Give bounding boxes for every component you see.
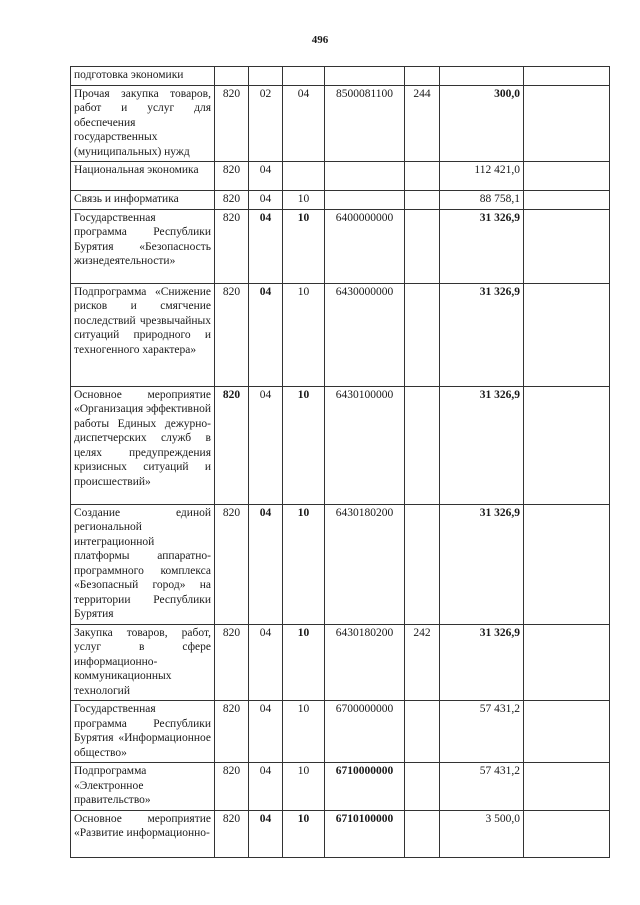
row-name: Создание единой региональной интеграционной платформы аппаратно-программного комплекса «Безопасный город» на территории Республики Бурятия bbox=[71, 504, 215, 624]
ministry-code: 820 bbox=[215, 283, 249, 386]
table-row bbox=[71, 85, 610, 162]
section-code: 04 bbox=[249, 763, 283, 811]
ministry-code: 820 bbox=[215, 162, 249, 191]
table-row bbox=[71, 701, 610, 763]
table-row bbox=[71, 283, 610, 386]
amount: 31 326,9 bbox=[440, 504, 524, 624]
subsection-code: 10 bbox=[283, 810, 325, 857]
expense-type-code bbox=[405, 209, 440, 283]
ministry-code: 820 bbox=[215, 209, 249, 283]
target-code: 6430000000 bbox=[325, 283, 405, 386]
budget-table bbox=[70, 66, 610, 858]
section-code: 04 bbox=[249, 162, 283, 191]
target-code: 6400000000 bbox=[325, 209, 405, 283]
amount: 31 326,9 bbox=[440, 386, 524, 504]
row-name: Прочая закупка товаров, работ и услуг для обеспечения государственных (муниципальных) нужд bbox=[71, 85, 215, 162]
expense-type-code bbox=[405, 283, 440, 386]
target-code: 6710100000 bbox=[325, 810, 405, 857]
expense-type-code: 242 bbox=[405, 624, 440, 701]
table-row bbox=[71, 763, 610, 811]
row-name: подготовка экономики bbox=[71, 67, 215, 86]
target-code: 6710000000 bbox=[325, 763, 405, 811]
empty-cell bbox=[524, 67, 610, 86]
ministry-code: 820 bbox=[215, 386, 249, 504]
row-name: Национальная экономика bbox=[71, 162, 215, 191]
section-code: 04 bbox=[249, 386, 283, 504]
section-code: 04 bbox=[249, 624, 283, 701]
section-code: 02 bbox=[249, 85, 283, 162]
page-number: 496 bbox=[311, 34, 329, 46]
target-code bbox=[325, 162, 405, 191]
empty-cell bbox=[524, 763, 610, 811]
table-row bbox=[71, 810, 610, 857]
empty-cell bbox=[524, 504, 610, 624]
table-row bbox=[71, 504, 610, 624]
expense-type-code bbox=[405, 810, 440, 857]
row-name: Связь и информатика bbox=[71, 191, 215, 210]
expense-type-code bbox=[405, 763, 440, 811]
table-row bbox=[71, 624, 610, 701]
ministry-code: 820 bbox=[215, 85, 249, 162]
empty-cell bbox=[524, 191, 610, 210]
section-code: 04 bbox=[249, 810, 283, 857]
empty-cell bbox=[524, 386, 610, 504]
amount: 31 326,9 bbox=[440, 624, 524, 701]
expense-type-code bbox=[405, 701, 440, 763]
row-name: Подпрограмма «Снижение рисков и смягчение последствий чрезвычайных ситуаций природного и техногенного характера» bbox=[71, 283, 215, 386]
ministry-code: 820 bbox=[215, 624, 249, 701]
subsection-code: 10 bbox=[283, 701, 325, 763]
expense-type-code bbox=[405, 162, 440, 191]
subsection-code: 10 bbox=[283, 283, 325, 386]
table-row bbox=[71, 386, 610, 504]
subsection-code: 10 bbox=[283, 191, 325, 210]
amount: 31 326,9 bbox=[440, 209, 524, 283]
empty-cell bbox=[524, 283, 610, 386]
empty-cell bbox=[524, 624, 610, 701]
section-code: 04 bbox=[249, 191, 283, 210]
subsection-code bbox=[283, 162, 325, 191]
ministry-code: 820 bbox=[215, 810, 249, 857]
target-code: 6700000000 bbox=[325, 701, 405, 763]
subsection-code: 10 bbox=[283, 504, 325, 624]
row-name: Государственная программа Республики Бурятия «Информационное общество» bbox=[71, 701, 215, 763]
section-code bbox=[249, 67, 283, 86]
table-row bbox=[71, 209, 610, 283]
target-code: 6430100000 bbox=[325, 386, 405, 504]
amount: 300,0 bbox=[440, 85, 524, 162]
expense-type-code bbox=[405, 191, 440, 210]
section-code: 04 bbox=[249, 701, 283, 763]
target-code: 8500081100 bbox=[325, 85, 405, 162]
ministry-code bbox=[215, 67, 249, 86]
empty-cell bbox=[524, 85, 610, 162]
amount: 112 421,0 bbox=[440, 162, 524, 191]
table-row bbox=[71, 67, 610, 86]
expense-type-code bbox=[405, 386, 440, 504]
row-name: Основное мероприятие «Организация эффективной работы Единых дежурно-диспетчерских служб в целях предупреждения кризисных ситуаций и происшествий» bbox=[71, 386, 215, 504]
row-name: Закупка товаров, работ, услуг в сфере информационно-коммуникационных технологий bbox=[71, 624, 215, 701]
target-code: 6430180200 bbox=[325, 504, 405, 624]
row-name: Подпрограмма «Электронное правительство» bbox=[71, 763, 215, 811]
amount: 57 431,2 bbox=[440, 701, 524, 763]
expense-type-code bbox=[405, 67, 440, 86]
amount: 3 500,0 bbox=[440, 810, 524, 857]
empty-cell bbox=[524, 162, 610, 191]
amount: 88 758,1 bbox=[440, 191, 524, 210]
expense-type-code: 244 bbox=[405, 85, 440, 162]
subsection-code: 04 bbox=[283, 85, 325, 162]
amount bbox=[440, 67, 524, 86]
section-code: 04 bbox=[249, 283, 283, 386]
section-code: 04 bbox=[249, 504, 283, 624]
subsection-code: 10 bbox=[283, 386, 325, 504]
ministry-code: 820 bbox=[215, 763, 249, 811]
table-row bbox=[71, 191, 610, 210]
section-code: 04 bbox=[249, 209, 283, 283]
ministry-code: 820 bbox=[215, 701, 249, 763]
target-code: 6430180200 bbox=[325, 624, 405, 701]
row-name: Государственная программа Республики Бурятия «Безопасность жизнедеятельности» bbox=[71, 209, 215, 283]
subsection-code: 10 bbox=[283, 763, 325, 811]
amount: 57 431,2 bbox=[440, 763, 524, 811]
table-row bbox=[71, 162, 610, 191]
ministry-code: 820 bbox=[215, 504, 249, 624]
subsection-code: 10 bbox=[283, 209, 325, 283]
target-code bbox=[325, 67, 405, 86]
empty-cell bbox=[524, 810, 610, 857]
target-code bbox=[325, 191, 405, 210]
subsection-code bbox=[283, 67, 325, 86]
amount: 31 326,9 bbox=[440, 283, 524, 386]
subsection-code: 10 bbox=[283, 624, 325, 701]
ministry-code: 820 bbox=[215, 191, 249, 210]
expense-type-code bbox=[405, 504, 440, 624]
empty-cell bbox=[524, 209, 610, 283]
row-name: Основное мероприятие «Развитие информационно- bbox=[71, 810, 215, 857]
empty-cell bbox=[524, 701, 610, 763]
